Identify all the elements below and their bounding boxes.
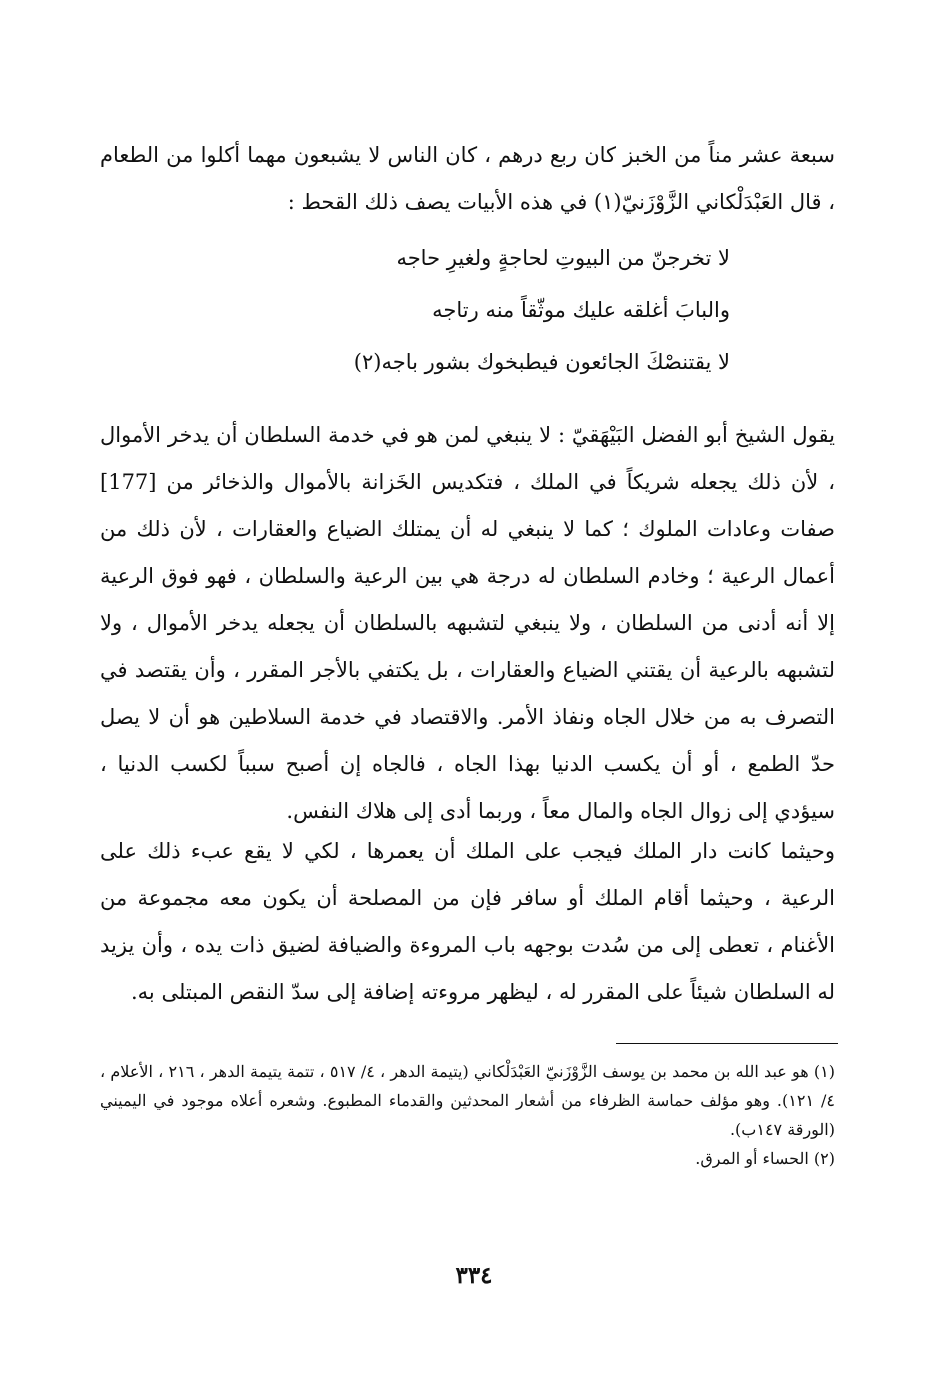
footnotes — [100, 1057, 835, 1173]
intro-paragraph: سبعة عشر مناً من الخبز كان ربع درهم ، كان الناس لا يشبعون مهما أكلوا من الطعام ، قال العَبْدَلْكاني الزَّوْزَنيّ(١) في هذه الأبيات يصف ذلك القحط : — [100, 143, 835, 214]
poem-verses — [150, 232, 730, 388]
footnote-divider — [616, 1043, 838, 1044]
page-number: ٣٣٤ — [455, 1262, 493, 1289]
paragraph-royal-house: وحيثما كانت دار الملك فيجب على الملك أن يعمرها ، لكي لا يقع عبء ذلك على الرعية ، وحيثما أقام الملك أو سافر فإن من المصلحة أن يكون معه مجموعة من الأغنام ، تعطى إلى من سُدت بوجهه باب المروءة والضيافة لضيق ذات يده ، وأن يزيد له السلطان شيئاً على المقرر له ، ليظهر مروءته إضافة إلى سدّ النقص المبتلى به. — [100, 839, 836, 1004]
verse-line-1: لا تخرجنّ من البيوتِ لحاجةٍ ولغيرِ حاجه — [396, 246, 730, 270]
verse-line-3: لا يقتنصْكَ الجائعون فيطبخوك بشور باجه(٢) — [353, 350, 730, 374]
footnote-1: (١) هو عبد الله بن محمد بن يوسف الزَّوْزَنيّ العَبْدَلْكاني (يتيمة الدهر ، ٤/ ٥١٧ ، تتمة يتيمة الدهر ، ٢١٦ ، الأعلام ، ٤/ ١٢١). وهو مؤلف حماسة الظرفاء من أشعار المحدثين والقدماء المطبوع. وشعره أعلاه موجود في اليميني (الورقة ١٤٧ب). — [100, 1062, 836, 1139]
paragraph-bayhaqi: يقول الشيخ أبو الفضل البَيْهَقيّ : لا ينبغي لمن هو في خدمة السلطان أن يدخر الأموال ، لأن ذلك يجعله شريكاً في الملك ، فتكديس الخَزانة بالأموال والذخائر من [177] صفات وعادات الملوك ؛ كما لا ينبغي له أن يمتلك الضياع والعقارات ، لأن ذلك من أعمال الرعية ؛ وخادم السلطان له درجة هي بين الرعية والسلطان ، فهو فوق الرعية إلا أنه أدنى من السلطان ، ولا ينبغي لتشبهه بالسلطان أن يجعله يدخر الأموال ، ولا لتشبهه بالرعية أن يقتني الضياع والعقارات ، بل يكتفي بالأجر المقرر ، وأن يقتصد في التصرف به من خلال الجاه ونفاذ الأمر. والاقتصاد في خدمة السلاطين هو أن لا يصل حدّ الطمع ، أو أن يكسب الدنيا بهذا الجاه ، فالجاه إن أصبح سبباً لكسب الدنيا ، سيؤدي إلى زوال الجاه والمال معاً ، وربما أدى إلى هلاك النفس. — [100, 423, 835, 823]
footnote-2: (٢) الحساء أو المرق. — [695, 1149, 835, 1168]
verse-line-2: والبابَ أغلقه عليك موثّقاً منه رتاجه — [432, 298, 730, 322]
